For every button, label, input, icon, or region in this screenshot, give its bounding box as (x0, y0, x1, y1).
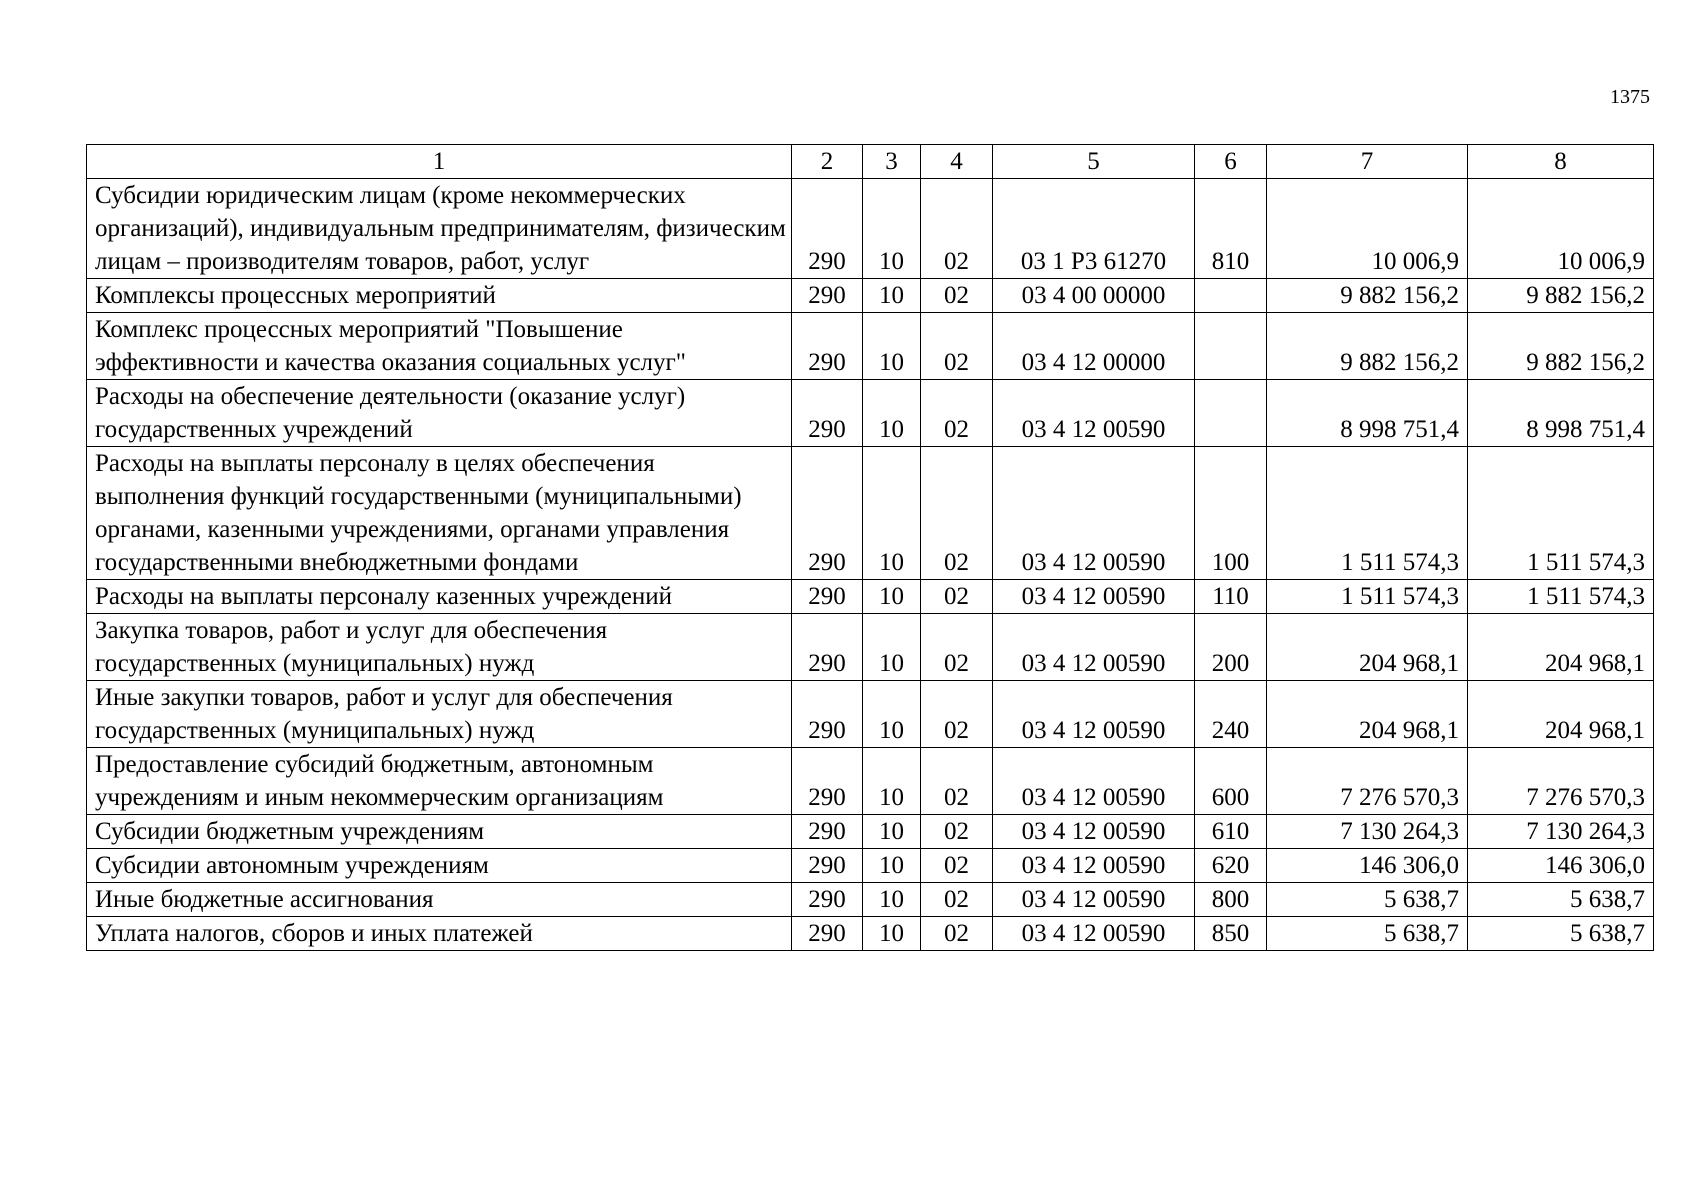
row-sum-2: 204 968,1 (1468, 614, 1654, 681)
row-csr: 03 4 12 00590 (993, 748, 1195, 815)
column-header: 4 (921, 145, 993, 179)
row-sum-1: 10 006,9 (1267, 179, 1468, 279)
table-row (87, 179, 1654, 279)
row-vr: 620 (1195, 849, 1267, 883)
row-sum-1: 204 968,1 (1267, 681, 1468, 748)
row-csr: 03 4 12 00590 (993, 883, 1195, 917)
page-number: 1375 (1610, 86, 1650, 108)
column-header: 6 (1195, 145, 1267, 179)
row-vr (1195, 313, 1267, 380)
row-sum-2: 9 882 156,2 (1468, 313, 1654, 380)
row-sum-2: 9 882 156,2 (1468, 279, 1654, 313)
column-header: 3 (863, 145, 921, 179)
row-csr: 03 4 00 00000 (993, 279, 1195, 313)
row-sum-2: 5 638,7 (1468, 883, 1654, 917)
row-ved: 290 (792, 614, 863, 681)
row-rz: 10 (863, 279, 921, 313)
table-row (87, 681, 1654, 748)
row-ved: 290 (792, 380, 863, 447)
row-rz: 10 (863, 849, 921, 883)
table-header-row (87, 145, 1654, 179)
row-rz: 10 (863, 815, 921, 849)
row-name: Субсидии бюджетным учреждениям (87, 815, 792, 849)
row-csr: 03 4 12 00590 (993, 681, 1195, 748)
row-name: Закупка товаров, работ и услуг для обеспечения государственных (муниципальных) нужд (87, 614, 792, 681)
row-name: Комплексы процессных мероприятий (87, 279, 792, 313)
row-ved: 290 (792, 279, 863, 313)
table-row (87, 815, 1654, 849)
row-ved: 290 (792, 815, 863, 849)
row-ved: 290 (792, 748, 863, 815)
row-sum-2: 7 130 264,3 (1468, 815, 1654, 849)
row-rz: 10 (863, 313, 921, 380)
row-ved: 290 (792, 313, 863, 380)
row-rz: 10 (863, 883, 921, 917)
row-rz: 10 (863, 447, 921, 580)
row-sum-2: 146 306,0 (1468, 849, 1654, 883)
row-name: Предоставление субсидий бюджетным, автономным учреждениям и иным некоммерческим организациям (87, 748, 792, 815)
row-ved: 290 (792, 849, 863, 883)
row-vr: 610 (1195, 815, 1267, 849)
row-sum-1: 9 882 156,2 (1267, 313, 1468, 380)
row-name: Иные бюджетные ассигнования (87, 883, 792, 917)
row-sum-1: 1 511 574,3 (1267, 580, 1468, 614)
row-name: Субсидии юридическим лицам (кроме некоммерческих организаций), индивидуальным предпринимателям, физическим лицам – производителям товаров, работ, услуг (87, 179, 792, 279)
row-name: Расходы на выплаты персоналу казенных учреждений (87, 580, 792, 614)
row-rz: 10 (863, 681, 921, 748)
table-row (87, 580, 1654, 614)
table-row (87, 313, 1654, 380)
row-pr: 02 (921, 447, 993, 580)
column-header: 8 (1468, 145, 1654, 179)
row-pr: 02 (921, 681, 993, 748)
row-sum-1: 204 968,1 (1267, 614, 1468, 681)
table-row (87, 849, 1654, 883)
row-sum-2: 10 006,9 (1468, 179, 1654, 279)
row-pr: 02 (921, 883, 993, 917)
row-name: Комплекс процессных мероприятий "Повышение эффективности и качества оказания социальных услуг" (87, 313, 792, 380)
row-sum-2: 5 638,7 (1468, 917, 1654, 951)
row-pr: 02 (921, 917, 993, 951)
table-row (87, 748, 1654, 815)
column-header: 2 (792, 145, 863, 179)
row-vr (1195, 279, 1267, 313)
row-pr: 02 (921, 580, 993, 614)
row-pr: 02 (921, 179, 993, 279)
row-vr: 800 (1195, 883, 1267, 917)
row-sum-2: 1 511 574,3 (1468, 580, 1654, 614)
row-pr: 02 (921, 279, 993, 313)
row-csr: 03 4 12 00590 (993, 580, 1195, 614)
column-header: 7 (1267, 145, 1468, 179)
row-csr: 03 4 12 00000 (993, 313, 1195, 380)
row-pr: 02 (921, 849, 993, 883)
row-csr: 03 4 12 00590 (993, 447, 1195, 580)
row-name: Уплата налогов, сборов и иных платежей (87, 917, 792, 951)
row-csr: 03 1 Р3 61270 (993, 179, 1195, 279)
row-name: Субсидии автономным учреждениям (87, 849, 792, 883)
row-sum-2: 1 511 574,3 (1468, 447, 1654, 580)
row-pr: 02 (921, 748, 993, 815)
table-row (87, 279, 1654, 313)
row-rz: 10 (863, 380, 921, 447)
column-header: 1 (87, 145, 792, 179)
row-name: Иные закупки товаров, работ и услуг для обеспечения государственных (муниципальных) нужд (87, 681, 792, 748)
row-sum-1: 146 306,0 (1267, 849, 1468, 883)
row-rz: 10 (863, 580, 921, 614)
row-vr: 240 (1195, 681, 1267, 748)
row-ved: 290 (792, 681, 863, 748)
table-row (87, 883, 1654, 917)
row-pr: 02 (921, 614, 993, 681)
row-sum-2: 204 968,1 (1468, 681, 1654, 748)
row-csr: 03 4 12 00590 (993, 849, 1195, 883)
row-vr: 110 (1195, 580, 1267, 614)
row-sum-1: 1 511 574,3 (1267, 447, 1468, 580)
row-vr: 850 (1195, 917, 1267, 951)
row-ved: 290 (792, 917, 863, 951)
table-row (87, 614, 1654, 681)
row-sum-2: 8 998 751,4 (1468, 380, 1654, 447)
row-pr: 02 (921, 380, 993, 447)
row-csr: 03 4 12 00590 (993, 815, 1195, 849)
budget-table (86, 144, 1654, 951)
row-csr: 03 4 12 00590 (993, 917, 1195, 951)
row-pr: 02 (921, 815, 993, 849)
column-header: 5 (993, 145, 1195, 179)
row-ved: 290 (792, 447, 863, 580)
row-vr: 810 (1195, 179, 1267, 279)
row-csr: 03 4 12 00590 (993, 380, 1195, 447)
row-ved: 290 (792, 883, 863, 917)
row-vr: 600 (1195, 748, 1267, 815)
row-vr: 100 (1195, 447, 1267, 580)
row-ved: 290 (792, 179, 863, 279)
row-vr: 200 (1195, 614, 1267, 681)
row-ved: 290 (792, 580, 863, 614)
row-sum-1: 8 998 751,4 (1267, 380, 1468, 447)
row-name: Расходы на обеспечение деятельности (оказание услуг) государственных учреждений (87, 380, 792, 447)
row-sum-1: 9 882 156,2 (1267, 279, 1468, 313)
row-sum-1: 7 130 264,3 (1267, 815, 1468, 849)
table-row (87, 447, 1654, 580)
row-name: Расходы на выплаты персоналу в целях обеспечения выполнения функций государственными (муниципальными) органами, казенными учреждениями, органами управления государственными внебюджетными фондами (87, 447, 792, 580)
row-vr (1195, 380, 1267, 447)
row-sum-1: 5 638,7 (1267, 917, 1468, 951)
row-sum-1: 5 638,7 (1267, 883, 1468, 917)
row-rz: 10 (863, 179, 921, 279)
row-rz: 10 (863, 748, 921, 815)
table-row (87, 380, 1654, 447)
row-rz: 10 (863, 614, 921, 681)
row-sum-1: 7 276 570,3 (1267, 748, 1468, 815)
row-pr: 02 (921, 313, 993, 380)
row-csr: 03 4 12 00590 (993, 614, 1195, 681)
row-sum-2: 7 276 570,3 (1468, 748, 1654, 815)
table-row (87, 917, 1654, 951)
row-rz: 10 (863, 917, 921, 951)
